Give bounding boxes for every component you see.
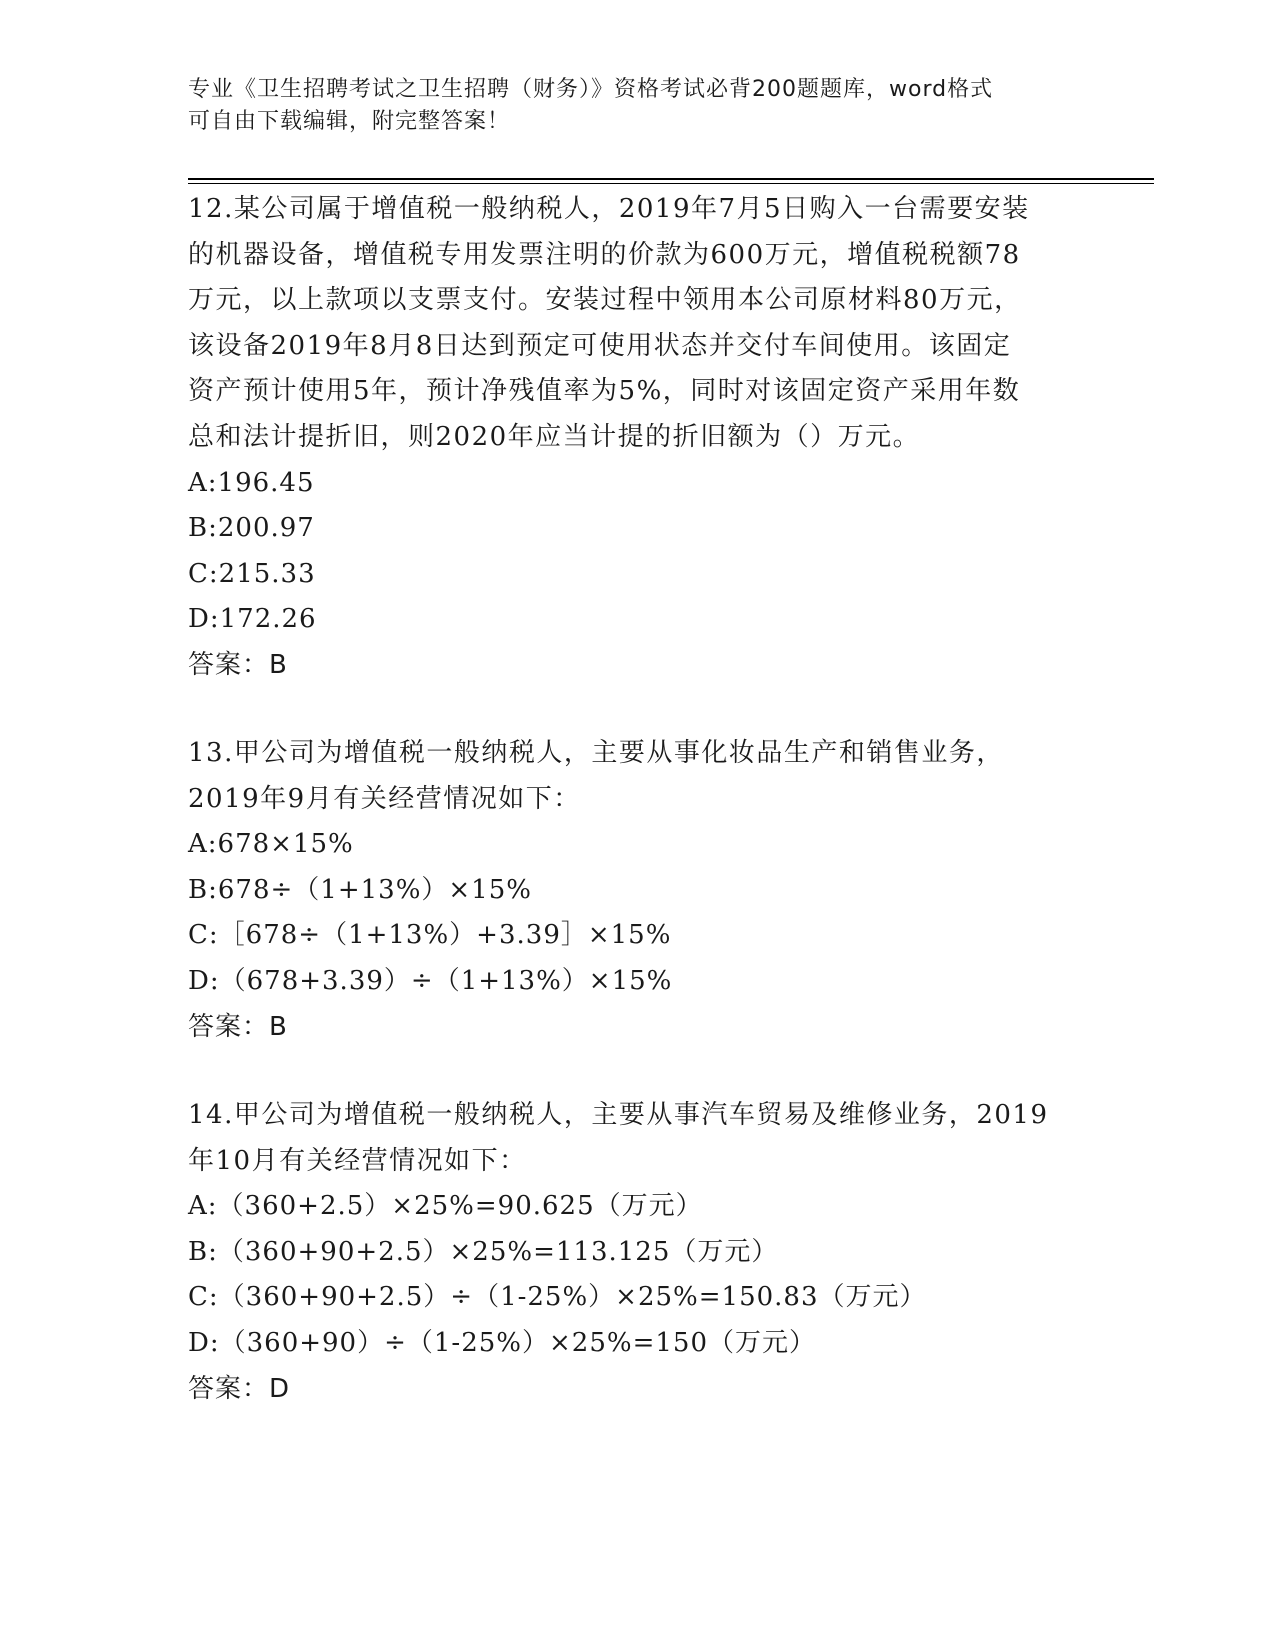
option-b: B:200.97 [188, 513, 315, 544]
question-13 [188, 731, 1088, 1050]
header-divider-thin [188, 183, 1154, 184]
option-d: D:（678+3.39）÷（1+13%）×15% [188, 965, 673, 996]
answer: 答案：D [188, 1373, 291, 1404]
option-d: D:172.26 [188, 604, 317, 635]
stem-line: 万元，以上款项以支票支付。安装过程中领用本公司原材料80万元， [188, 285, 1022, 316]
option-d: D:（360+90）÷（1-25%）×25%=150（万元） [188, 1327, 816, 1358]
option-b: B:678÷（1+13%）×15% [188, 874, 532, 905]
answer: 答案：B [188, 1011, 288, 1042]
header-line-2: 可自由下载编辑，附完整答案！ [188, 109, 511, 134]
stem-line: 14.甲公司为增值税一般纳税人，主要从事汽车贸易及维修业务，2019 [188, 1100, 1049, 1130]
question-stem [188, 731, 1088, 822]
question-14 [188, 1093, 1088, 1412]
question-12 [188, 187, 1088, 689]
stem-line: 2019年9月有关经营情况如下： [188, 783, 581, 814]
question-stem [188, 187, 1088, 461]
option-a: A:678×15% [188, 829, 354, 860]
stem-line: 该设备2019年8月8日达到预定可使用状态并交付车间使用。该固定 [188, 330, 1012, 361]
option-c: C:215.33 [188, 558, 316, 589]
stem-line: 13.甲公司为增值税一般纳税人，主要从事化妆品生产和销售业务， [188, 738, 1004, 768]
answer: 答案：B [188, 649, 288, 680]
option-a: A:196.45 [188, 467, 315, 498]
stem-line: 资产预计使用5年，预计净残值率为5%，同时对该固定资产采用年数 [188, 376, 1021, 407]
header-line-1: 专业《卫生招聘考试之卫生招聘（财务）》资格考试必背200题题库，word格式 [188, 77, 994, 102]
stem-line: 总和法计提折旧，则2020年应当计提的折旧额为（）万元。 [188, 421, 921, 452]
document-header [188, 74, 1088, 138]
header-divider-thick [188, 178, 1154, 180]
stem-line: 年10月有关经营情况如下： [188, 1145, 527, 1176]
question-stem [188, 1093, 1088, 1184]
option-c: C:（360+90+2.5）÷（1-25%）×25%=150.83（万元） [188, 1282, 927, 1313]
stem-line: 的机器设备，增值税专用发票注明的价款为600万元，增值税税额78 [188, 239, 1021, 270]
stem-line: 12.某公司属于增值税一般纳税人，2019年7月5日购入一台需要安装 [188, 194, 1030, 224]
option-a: A:（360+2.5）×25%=90.625（万元） [188, 1191, 703, 1222]
option-b: B:（360+90+2.5）×25%=113.125（万元） [188, 1236, 779, 1267]
option-c: C:［678÷（1+13%）+3.39］×15% [188, 920, 672, 951]
